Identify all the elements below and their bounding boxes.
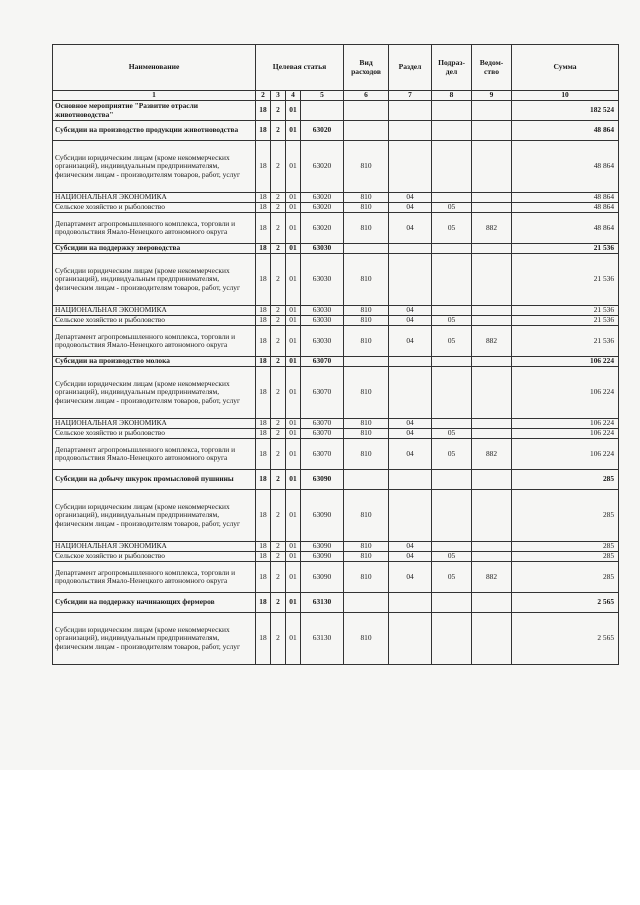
row-section [389,367,432,419]
row-exp-type: 810 [344,203,389,213]
row-code-subprogram: 2 [271,490,286,542]
row-code-direction: 63130 [301,593,344,613]
row-dept [472,316,512,326]
row-code-subprogram: 2 [271,316,286,326]
row-code-program: 18 [256,490,271,542]
table-row [53,141,619,193]
row-dept: 882 [472,326,512,357]
row-code-program: 18 [256,101,271,121]
row-exp-type: 810 [344,419,389,429]
row-code-direction: 63090 [301,552,344,562]
row-code-event: 01 [286,193,301,203]
row-subsection [432,244,472,254]
row-section [389,254,432,306]
row-code-subprogram: 2 [271,254,286,306]
budget-table-sheet [52,44,618,665]
row-name: Сельское хозяйство и рыболовство [53,203,256,213]
row-code-program: 18 [256,562,271,593]
row-section [389,470,432,490]
row-dept [472,141,512,193]
table-row [53,213,619,244]
row-code-event: 01 [286,613,301,665]
col-number: 10 [512,91,619,101]
table-row [53,429,619,439]
row-section: 04 [389,306,432,316]
row-code-program: 18 [256,439,271,470]
budget-table [52,44,619,665]
col-header-target: Целевая статья [256,45,344,91]
row-section [389,357,432,367]
row-subsection [432,613,472,665]
row-code-event: 01 [286,121,301,141]
row-name: Субсидии на поддержку начинающих фермеров [53,593,256,613]
row-subsection [432,121,472,141]
row-code-direction: 63030 [301,254,344,306]
row-code-event: 01 [286,213,301,244]
row-name: Субсидии юридическим лицам (кроме некоммерческих организаций), индивидуальным предпринимателям, физическим лицам - производителям товаров, работ, услуг [53,490,256,542]
row-code-program: 18 [256,367,271,419]
row-name: Субсидии юридическим лицам (кроме некоммерческих организаций), индивидуальным предпринимателям, физическим лицам - производителям товаров, работ, услуг [53,613,256,665]
table-row [53,101,619,121]
row-sum: 48 864 [512,141,619,193]
row-code-subprogram: 2 [271,213,286,244]
row-name: Субсидии юридическим лицам (кроме некоммерческих организаций), индивидуальным предпринимателям, физическим лицам - производителям товаров, работ, услуг [53,141,256,193]
row-exp-type: 810 [344,213,389,244]
col-header-exp-type: Вид расходов [344,45,389,91]
row-sum: 285 [512,552,619,562]
row-code-subprogram: 2 [271,593,286,613]
row-name: Субсидии юридическим лицам (кроме некоммерческих организаций), индивидуальным предпринимателям, физическим лицам - производителям товаров, работ, услуг [53,254,256,306]
row-subsection: 05 [432,429,472,439]
row-sum: 21 536 [512,254,619,306]
row-name: Основное мероприятие "Развитие отрасли животноводства" [53,101,256,121]
table-body [53,101,619,665]
row-code-subprogram: 2 [271,193,286,203]
row-code-subprogram: 2 [271,562,286,593]
row-sum: 106 224 [512,429,619,439]
row-dept [472,552,512,562]
row-sum: 2 565 [512,593,619,613]
row-code-program: 18 [256,593,271,613]
table-row [53,203,619,213]
row-exp-type [344,357,389,367]
row-section [389,101,432,121]
table-row [53,306,619,316]
column-numbers-row [53,91,619,101]
row-section: 04 [389,193,432,203]
row-code-direction [301,101,344,121]
row-sum: 48 864 [512,193,619,203]
table-row [53,562,619,593]
row-dept: 882 [472,562,512,593]
row-sum: 106 224 [512,419,619,429]
row-code-event: 01 [286,367,301,419]
row-name: Сельское хозяйство и рыболовство [53,316,256,326]
row-code-subprogram: 2 [271,121,286,141]
col-header-sum: Сумма [512,45,619,91]
row-section: 04 [389,542,432,552]
col-number: 5 [301,91,344,101]
row-code-event: 01 [286,562,301,593]
row-exp-type [344,121,389,141]
row-code-direction: 63030 [301,326,344,357]
row-dept [472,121,512,141]
row-sum: 48 864 [512,121,619,141]
row-code-direction: 63070 [301,357,344,367]
row-sum: 285 [512,470,619,490]
row-sum: 2 565 [512,613,619,665]
row-section [389,613,432,665]
row-code-event: 01 [286,306,301,316]
row-code-program: 18 [256,254,271,306]
row-code-event: 01 [286,203,301,213]
row-name: Сельское хозяйство и рыболовство [53,552,256,562]
row-code-subprogram: 2 [271,552,286,562]
row-subsection [432,419,472,429]
row-code-event: 01 [286,470,301,490]
col-number: 6 [344,91,389,101]
row-subsection: 05 [432,552,472,562]
row-exp-type [344,470,389,490]
row-sum: 285 [512,542,619,552]
row-section: 04 [389,203,432,213]
row-code-subprogram: 2 [271,419,286,429]
col-header-subsection: Подраз-дел [432,45,472,91]
row-section [389,121,432,141]
row-code-event: 01 [286,357,301,367]
row-dept: 882 [472,439,512,470]
row-name: Сельское хозяйство и рыболовство [53,429,256,439]
row-subsection [432,542,472,552]
row-code-subprogram: 2 [271,429,286,439]
row-code-program: 18 [256,470,271,490]
row-code-event: 01 [286,101,301,121]
row-code-program: 18 [256,429,271,439]
row-section [389,244,432,254]
row-code-direction: 63030 [301,306,344,316]
row-code-subprogram: 2 [271,439,286,470]
row-sum: 48 864 [512,203,619,213]
table-row [53,439,619,470]
row-section [389,490,432,542]
row-section [389,141,432,193]
page-margin [0,770,640,905]
row-code-direction: 63070 [301,429,344,439]
row-code-direction: 63090 [301,542,344,552]
table-row [53,367,619,419]
row-subsection [432,193,472,203]
row-code-subprogram: 2 [271,326,286,357]
table-row [53,419,619,429]
row-exp-type: 810 [344,613,389,665]
table-row [53,357,619,367]
row-exp-type: 810 [344,562,389,593]
row-code-event: 01 [286,490,301,542]
row-subsection [432,367,472,419]
row-code-program: 18 [256,419,271,429]
row-exp-type [344,101,389,121]
row-code-program: 18 [256,141,271,193]
row-sum: 106 224 [512,439,619,470]
col-header-dept: Ведом-ство [472,45,512,91]
row-code-program: 18 [256,613,271,665]
row-exp-type: 810 [344,326,389,357]
table-row [53,244,619,254]
row-subsection: 05 [432,316,472,326]
row-exp-type: 810 [344,306,389,316]
row-code-program: 18 [256,316,271,326]
row-name: Департамент агропромышленного комплекса, торговли и продовольствия Ямало-Ненецкого автономного округа [53,326,256,357]
table-row [53,613,619,665]
row-exp-type: 810 [344,552,389,562]
row-exp-type: 810 [344,439,389,470]
row-subsection [432,593,472,613]
row-code-direction: 63070 [301,439,344,470]
row-exp-type: 810 [344,542,389,552]
row-code-subprogram: 2 [271,613,286,665]
row-dept [472,306,512,316]
row-subsection [432,141,472,193]
row-code-program: 18 [256,552,271,562]
row-name: Департамент агропромышленного комплекса, торговли и продовольствия Ямало-Ненецкого автономного округа [53,562,256,593]
row-code-direction: 63030 [301,316,344,326]
row-code-event: 01 [286,326,301,357]
table-row [53,470,619,490]
row-subsection [432,357,472,367]
row-exp-type: 810 [344,141,389,193]
row-sum: 21 536 [512,316,619,326]
row-section [389,593,432,613]
row-code-direction: 63070 [301,419,344,429]
row-sum: 21 536 [512,326,619,357]
row-name: Департамент агропромышленного комплекса, торговли и продовольствия Ямало-Ненецкого автономного округа [53,439,256,470]
row-sum: 106 224 [512,357,619,367]
row-subsection [432,306,472,316]
row-exp-type: 810 [344,429,389,439]
row-code-direction: 63020 [301,203,344,213]
row-subsection [432,490,472,542]
row-code-event: 01 [286,316,301,326]
row-code-event: 01 [286,439,301,470]
row-code-event: 01 [286,542,301,552]
row-dept [472,542,512,552]
row-sum: 182 524 [512,101,619,121]
row-code-subprogram: 2 [271,101,286,121]
row-code-program: 18 [256,121,271,141]
row-code-direction: 63020 [301,213,344,244]
row-code-event: 01 [286,552,301,562]
row-exp-type [344,593,389,613]
row-dept [472,357,512,367]
row-code-subprogram: 2 [271,203,286,213]
row-code-direction: 63020 [301,193,344,203]
row-subsection [432,470,472,490]
row-section: 04 [389,213,432,244]
row-dept [472,203,512,213]
row-subsection: 05 [432,326,472,357]
row-dept [472,613,512,665]
row-code-direction: 63030 [301,244,344,254]
row-subsection: 05 [432,439,472,470]
row-sum: 106 224 [512,367,619,419]
row-code-subprogram: 2 [271,470,286,490]
row-code-subprogram: 2 [271,367,286,419]
row-subsection [432,101,472,121]
row-code-event: 01 [286,141,301,193]
table-row [53,121,619,141]
row-code-subprogram: 2 [271,244,286,254]
row-dept [472,244,512,254]
row-name: Субсидии на поддержку звероводства [53,244,256,254]
row-dept [472,490,512,542]
row-code-program: 18 [256,357,271,367]
row-name: НАЦИОНАЛЬНАЯ ЭКОНОМИКА [53,193,256,203]
row-dept [472,593,512,613]
row-code-subprogram: 2 [271,542,286,552]
row-code-event: 01 [286,419,301,429]
row-name: Субсидии на добычу шкурок промысловой пушнины [53,470,256,490]
row-subsection: 05 [432,213,472,244]
col-number: 9 [472,91,512,101]
row-sum: 21 536 [512,306,619,316]
row-section: 04 [389,316,432,326]
row-code-event: 01 [286,429,301,439]
row-name: НАЦИОНАЛЬНАЯ ЭКОНОМИКА [53,542,256,552]
row-exp-type: 810 [344,367,389,419]
row-name: НАЦИОНАЛЬНАЯ ЭКОНОМИКА [53,419,256,429]
row-name: Субсидии на производство молока [53,357,256,367]
row-exp-type: 810 [344,316,389,326]
row-dept [472,367,512,419]
row-sum: 285 [512,490,619,542]
row-section: 04 [389,326,432,357]
row-sum: 48 864 [512,213,619,244]
table-row [53,552,619,562]
row-code-event: 01 [286,254,301,306]
row-dept [472,101,512,121]
row-code-direction: 63020 [301,121,344,141]
row-subsection [432,254,472,306]
row-code-direction: 63090 [301,470,344,490]
row-code-program: 18 [256,193,271,203]
row-code-subprogram: 2 [271,357,286,367]
table-row [53,593,619,613]
row-code-direction: 63130 [301,613,344,665]
row-dept [472,419,512,429]
row-section: 04 [389,552,432,562]
row-sum: 21 536 [512,244,619,254]
row-exp-type: 810 [344,193,389,203]
row-section: 04 [389,562,432,593]
table-row [53,326,619,357]
row-code-event: 01 [286,244,301,254]
row-dept [472,254,512,306]
row-subsection: 05 [432,562,472,593]
row-section: 04 [389,429,432,439]
col-header-section: Раздел [389,45,432,91]
row-code-direction: 63090 [301,562,344,593]
col-number: 2 [256,91,271,101]
row-dept: 882 [472,213,512,244]
row-code-program: 18 [256,203,271,213]
row-section: 04 [389,439,432,470]
row-name: НАЦИОНАЛЬНАЯ ЭКОНОМИКА [53,306,256,316]
col-number: 7 [389,91,432,101]
row-code-program: 18 [256,244,271,254]
row-name: Субсидии на производство продукции животноводства [53,121,256,141]
row-code-direction: 63090 [301,490,344,542]
row-name: Субсидии юридическим лицам (кроме некоммерческих организаций), индивидуальным предпринимателям, физическим лицам - производителям товаров, работ, услуг [53,367,256,419]
table-row [53,316,619,326]
row-dept [472,429,512,439]
row-exp-type [344,244,389,254]
row-exp-type: 810 [344,254,389,306]
table-row [53,542,619,552]
col-header-name: Наименование [53,45,256,91]
row-sum: 285 [512,562,619,593]
row-code-subprogram: 2 [271,141,286,193]
row-code-program: 18 [256,306,271,316]
col-number: 1 [53,91,256,101]
col-number: 3 [271,91,286,101]
row-section: 04 [389,419,432,429]
row-dept [472,470,512,490]
row-code-direction: 63020 [301,141,344,193]
table-row [53,490,619,542]
table-row [53,193,619,203]
row-code-program: 18 [256,213,271,244]
row-code-program: 18 [256,542,271,552]
header-row [53,45,619,91]
row-exp-type: 810 [344,490,389,542]
row-code-direction: 63070 [301,367,344,419]
col-number: 8 [432,91,472,101]
table-row [53,254,619,306]
row-dept [472,193,512,203]
row-code-program: 18 [256,326,271,357]
row-name: Департамент агропромышленного комплекса, торговли и продовольствия Ямало-Ненецкого автономного округа [53,213,256,244]
col-number: 4 [286,91,301,101]
row-subsection: 05 [432,203,472,213]
row-code-event: 01 [286,593,301,613]
row-code-subprogram: 2 [271,306,286,316]
